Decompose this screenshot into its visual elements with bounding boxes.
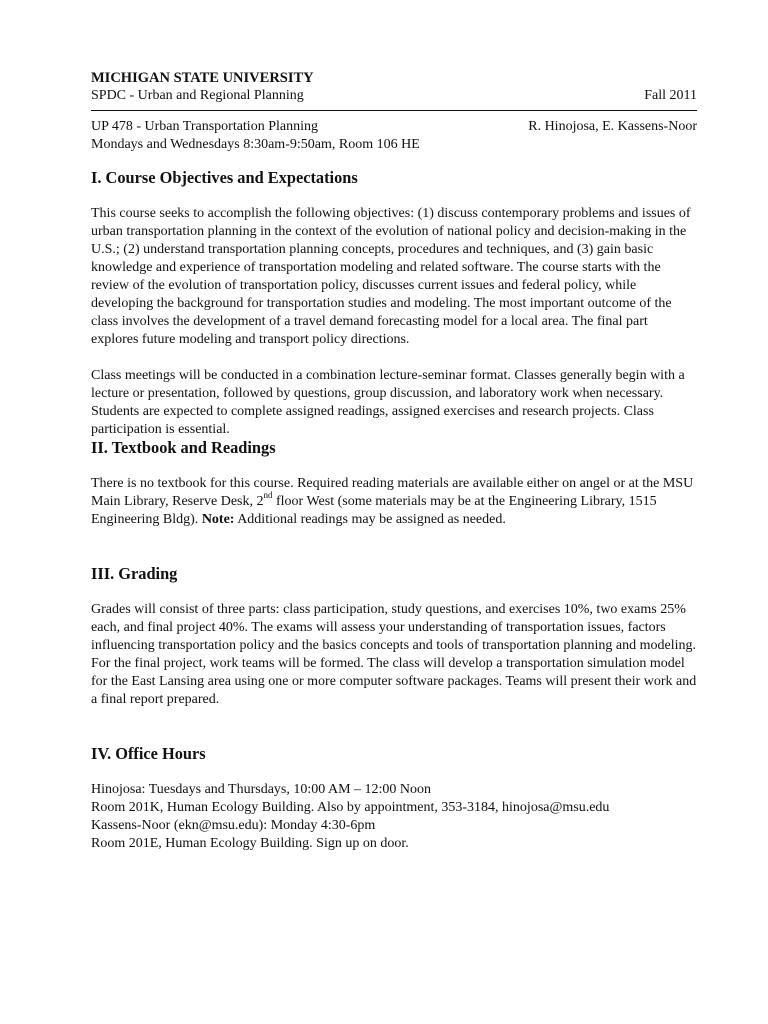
objectives-paragraph: This course seeks to accomplish the following objectives: (1) discuss contemporary problems and issues of urban transportation planning in the context of the evolution of national policy and decision-making in the U.S.; (2) understand transportation planning concepts, procedures and techniques, and (3) gain basic knowledge and experience of transportation modeling and related software. The course starts with the review of the evolution of transportation policy, discusses current issues and federal policy, while developing the background for transportation studies and modeling. The most important outcome of the class involves the development of a travel demand forecasting model for a local area. The final part explores future modeling and transport policy directions.	[91, 206, 691, 347]
syllabus-page	[91, 69, 697, 853]
office-hours-line: Room 201K, Human Ecology Building. Also by appointment, 353-3184, hinojosa@msu.edu	[91, 800, 610, 815]
note-label: Note:	[201, 512, 235, 527]
office-hours-line: Room 201E, Human Ecology Building. Sign up on door.	[91, 836, 409, 851]
office-hours-line: Kassens-Noor (ekn@msu.edu): Monday 4:30-6pm	[91, 818, 376, 833]
university-name: MICHIGAN STATE UNIVERSITY	[91, 70, 314, 86]
class-format-paragraph: Class meetings will be conducted in a combination lecture-seminar format. Classes generally begin with a lecture or presentation, followed by questions, group discussion, and laboratory work when necessary. Students are expected to complete assigned readings, assigned exercises and research projects. Class participation is essential.	[91, 368, 685, 437]
office-hours-line: Hinojosa: Tuesdays and Thursdays, 10:00 AM – 12:00 Noon	[91, 782, 432, 797]
class-schedule: Mondays and Wednesdays 8:30am-9:50am, Room 106 HE	[91, 137, 420, 152]
department-name: SPDC - Urban and Regional Planning	[91, 88, 304, 103]
department-row	[91, 87, 697, 105]
course-row	[91, 118, 697, 136]
office-hours-list	[91, 781, 697, 853]
textbook-text-1: There is no textbook for this course. Required reading materials are available either on angel or at the MSU Main Library, Reserve Desk, 2	[91, 476, 694, 509]
section-heading-grading: III. Grading	[91, 564, 178, 583]
textbook-text-2: floor West (some materials may be at the Engineering Library, 1515 Engineering Bldg).	[91, 494, 657, 527]
section-heading-office-hours: IV. Office Hours	[91, 744, 206, 763]
textbook-paragraph	[91, 475, 697, 529]
section-heading-textbook: II. Textbook and Readings	[91, 438, 276, 457]
grading-paragraph: Grades will consist of three parts: class participation, study questions, and exercises 10%, two exams 25% each, and final project 40%. The exams will assess your understanding of transportation issues, factors influencing transportation policy and the basics concepts and tools of transportation planning and modeling. For the final project, work teams will be formed. The class will develop a transportation simulation model for the East Lansing area using one or more computer software packages. Teams will present their work and a final report prepared.	[91, 602, 697, 707]
note-text: Additional readings may be assigned as needed.	[234, 512, 506, 527]
term-label: Fall 2011	[644, 88, 697, 103]
course-title: UP 478 - Urban Transportation Planning	[91, 119, 318, 134]
floor-ordinal-suffix: nd	[263, 490, 273, 501]
section-heading-objectives: I. Course Objectives and Expectations	[91, 168, 358, 187]
instructor-names: R. Hinojosa, E. Kassens-Noor	[528, 119, 697, 134]
header-divider	[91, 110, 697, 111]
